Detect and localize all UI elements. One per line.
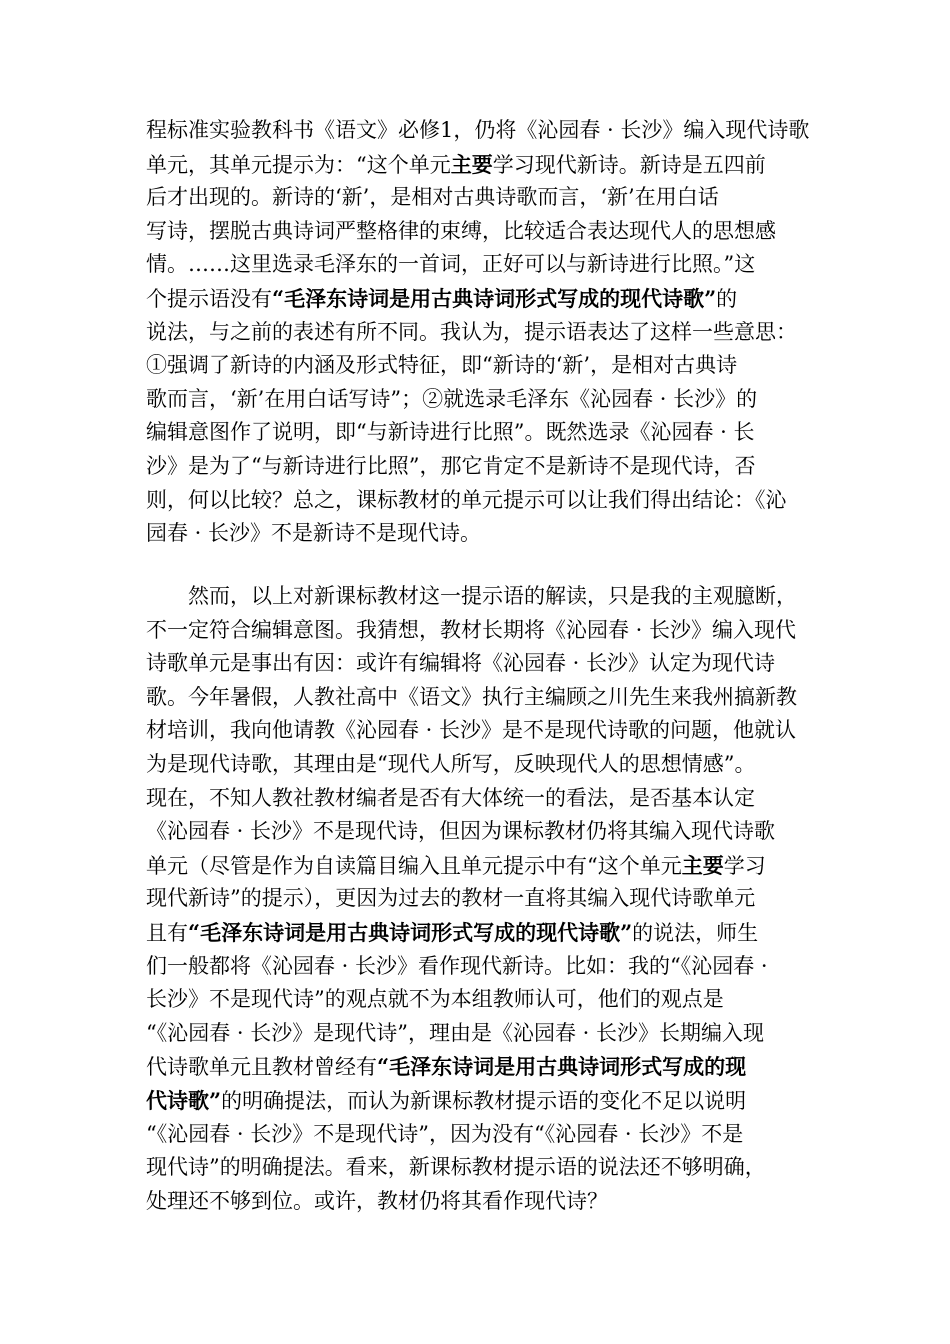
text-line: [146, 383, 806, 417]
text-line: [146, 614, 806, 648]
text-run: 学习现代新诗。新诗是五四前: [492, 152, 766, 177]
text-line: [146, 248, 806, 282]
text-run: 然而，以上对新课标教材这一提示语的解读，只是我的主观臆断，: [188, 584, 797, 608]
text-line: [146, 782, 806, 816]
text-run: 且有: [146, 920, 188, 945]
text-run: “《沁园春 · 长沙》不是现代诗”，因为没有“《沁园春 · 长沙》不是: [146, 1121, 744, 1146]
text-run: 编辑意图作了说明，即“与新诗进行比照”。既然选录《沁园春 · 长: [146, 420, 755, 445]
bold-text-run: 代诗歌”: [146, 1087, 222, 1113]
text-run: 后才出现的。新诗的‘新’，是相对古典诗歌而言，‘新’在用白话: [146, 185, 719, 210]
text-line: [146, 849, 806, 883]
text-run: 《沁园春 · 长沙》不是现代诗，但因为课标教材仍将其编入现代诗歌: [146, 819, 776, 844]
text-run: 则，何以比较？总之，课标教材的单元提示可以让我们得出结论：《沁: [146, 487, 787, 512]
paragraph-1: [146, 114, 810, 551]
text-line: [146, 748, 806, 782]
text-run: 的: [716, 286, 738, 311]
text-line: [146, 181, 806, 215]
text-run: 处理还不够到位。或许，教材仍将其看作现代诗？: [146, 1188, 608, 1213]
text-line: [146, 983, 806, 1017]
text-run: 现在，不知人教社教材编者是否有大体统一的看法，是否基本认定: [146, 785, 755, 810]
text-line: [146, 647, 806, 681]
text-run: 代诗歌单元且教材曾经有: [146, 1055, 377, 1080]
text-line: [146, 916, 806, 950]
text-line: [146, 484, 806, 518]
text-line: [146, 1084, 806, 1118]
text-line: [146, 1185, 806, 1219]
text-run: 单元（尽管是作为自读篇目编入且单元提示中有“这个单元: [146, 853, 682, 878]
text-run: 个提示语没有: [146, 286, 272, 311]
text-line: [146, 148, 806, 182]
text-run: 们一般都将《沁园春 · 长沙》看作现代新诗。比如：我的“《沁园春 ·: [146, 953, 768, 978]
text-run: “《沁园春 · 长沙》是现代诗”，理由是《沁园春 · 长沙》长期编入现: [146, 1020, 765, 1045]
text-run: 单元，其单元提示为：“这个单元: [146, 152, 451, 177]
bold-text-run: 主要: [681, 852, 724, 878]
text-line: [146, 882, 806, 916]
bold-text-run: 主要: [450, 151, 493, 177]
text-line: [146, 215, 806, 249]
text-line: [146, 316, 806, 350]
text-line: [146, 349, 806, 383]
text-line: [146, 681, 806, 715]
text-run: 程标准实验教科书《语文》必修1，仍将《沁园春 · 长沙》编入现代诗歌: [146, 118, 810, 142]
text-run: 沙》是为了“与新诗进行比照”，那它肯定不是新诗不是现代诗，否: [146, 453, 756, 478]
text-run: 现代新诗”的提示），更因为过去的教材一直将其编入现代诗歌单元: [146, 886, 756, 911]
text-line: [146, 950, 806, 984]
bold-text-run: “毛泽东诗词是用古典诗词形式写成的现代诗歌”: [272, 285, 717, 311]
text-run: 长沙》不是现代诗”的观点就不为本组教师认可，他们的观点是: [146, 987, 724, 1012]
bold-text-run: “毛泽东诗词是用古典诗词形式写成的现: [377, 1054, 747, 1080]
text-line: [146, 1151, 806, 1185]
text-run: 为是现代诗歌，其理由是“现代人所写，反映现代人的思想情感”。: [146, 751, 756, 776]
text-line: [146, 517, 806, 551]
text-run: 学习: [723, 853, 766, 878]
text-run: 说法，与之前的表述有所不同。我认为，提示语表达了这样一些意思：: [146, 319, 797, 344]
text-run: 情。……这里选录毛泽东的一首词，正好可以与新诗进行比照。”这: [146, 252, 756, 277]
text-run: 的明确提法，而认为新课标教材提示语的变化不足以说明: [221, 1088, 747, 1113]
text-line: [146, 114, 810, 148]
text-run: 歌。今年暑假，人教社高中《语文》执行主编顾之川先生来我州搞新教: [146, 684, 797, 709]
bold-text-run: “毛泽东诗词是用古典诗词形式写成的现代诗歌”: [188, 919, 633, 945]
text-line: [146, 1017, 806, 1051]
text-line: [146, 416, 806, 450]
text-line: [146, 1050, 806, 1084]
paragraph-2: [146, 580, 806, 1218]
text-line: [146, 714, 806, 748]
text-run: 诗歌单元是事出有因：或许有编辑将《沁园春 · 长沙》认定为现代诗: [146, 651, 776, 676]
text-run: 歌而言，‘新’在用白话写诗”；②就选录毛泽东《沁园春 · 长沙》的: [146, 386, 758, 411]
text-run: 材培训，我向他请教《沁园春 · 长沙》是不是现代诗歌的问题，他就认: [146, 718, 797, 743]
text-run: 园春 · 长沙》不是新诗不是现代诗。: [146, 521, 482, 546]
text-run: 现代诗”的明确提法。看来，新课标教材提示语的说法还不够明确，: [146, 1155, 766, 1180]
text-line: [146, 580, 806, 614]
text-line: [146, 1118, 806, 1152]
text-run: 不一定符合编辑意图。我猜想，教材长期将《沁园春 · 长沙》编入现代: [146, 617, 797, 642]
text-run: 写诗，摆脱古典诗词严整格律的束缚，比较适合表达现代人的思想感: [146, 218, 776, 243]
text-line: [146, 815, 806, 849]
text-line: [146, 282, 806, 316]
text-run: ①强调了新诗的内涵及形式特征，即“新诗的‘新’，是相对古典诗: [146, 353, 738, 378]
text-line: [146, 450, 806, 484]
text-run: 的说法，师生: [632, 920, 759, 945]
